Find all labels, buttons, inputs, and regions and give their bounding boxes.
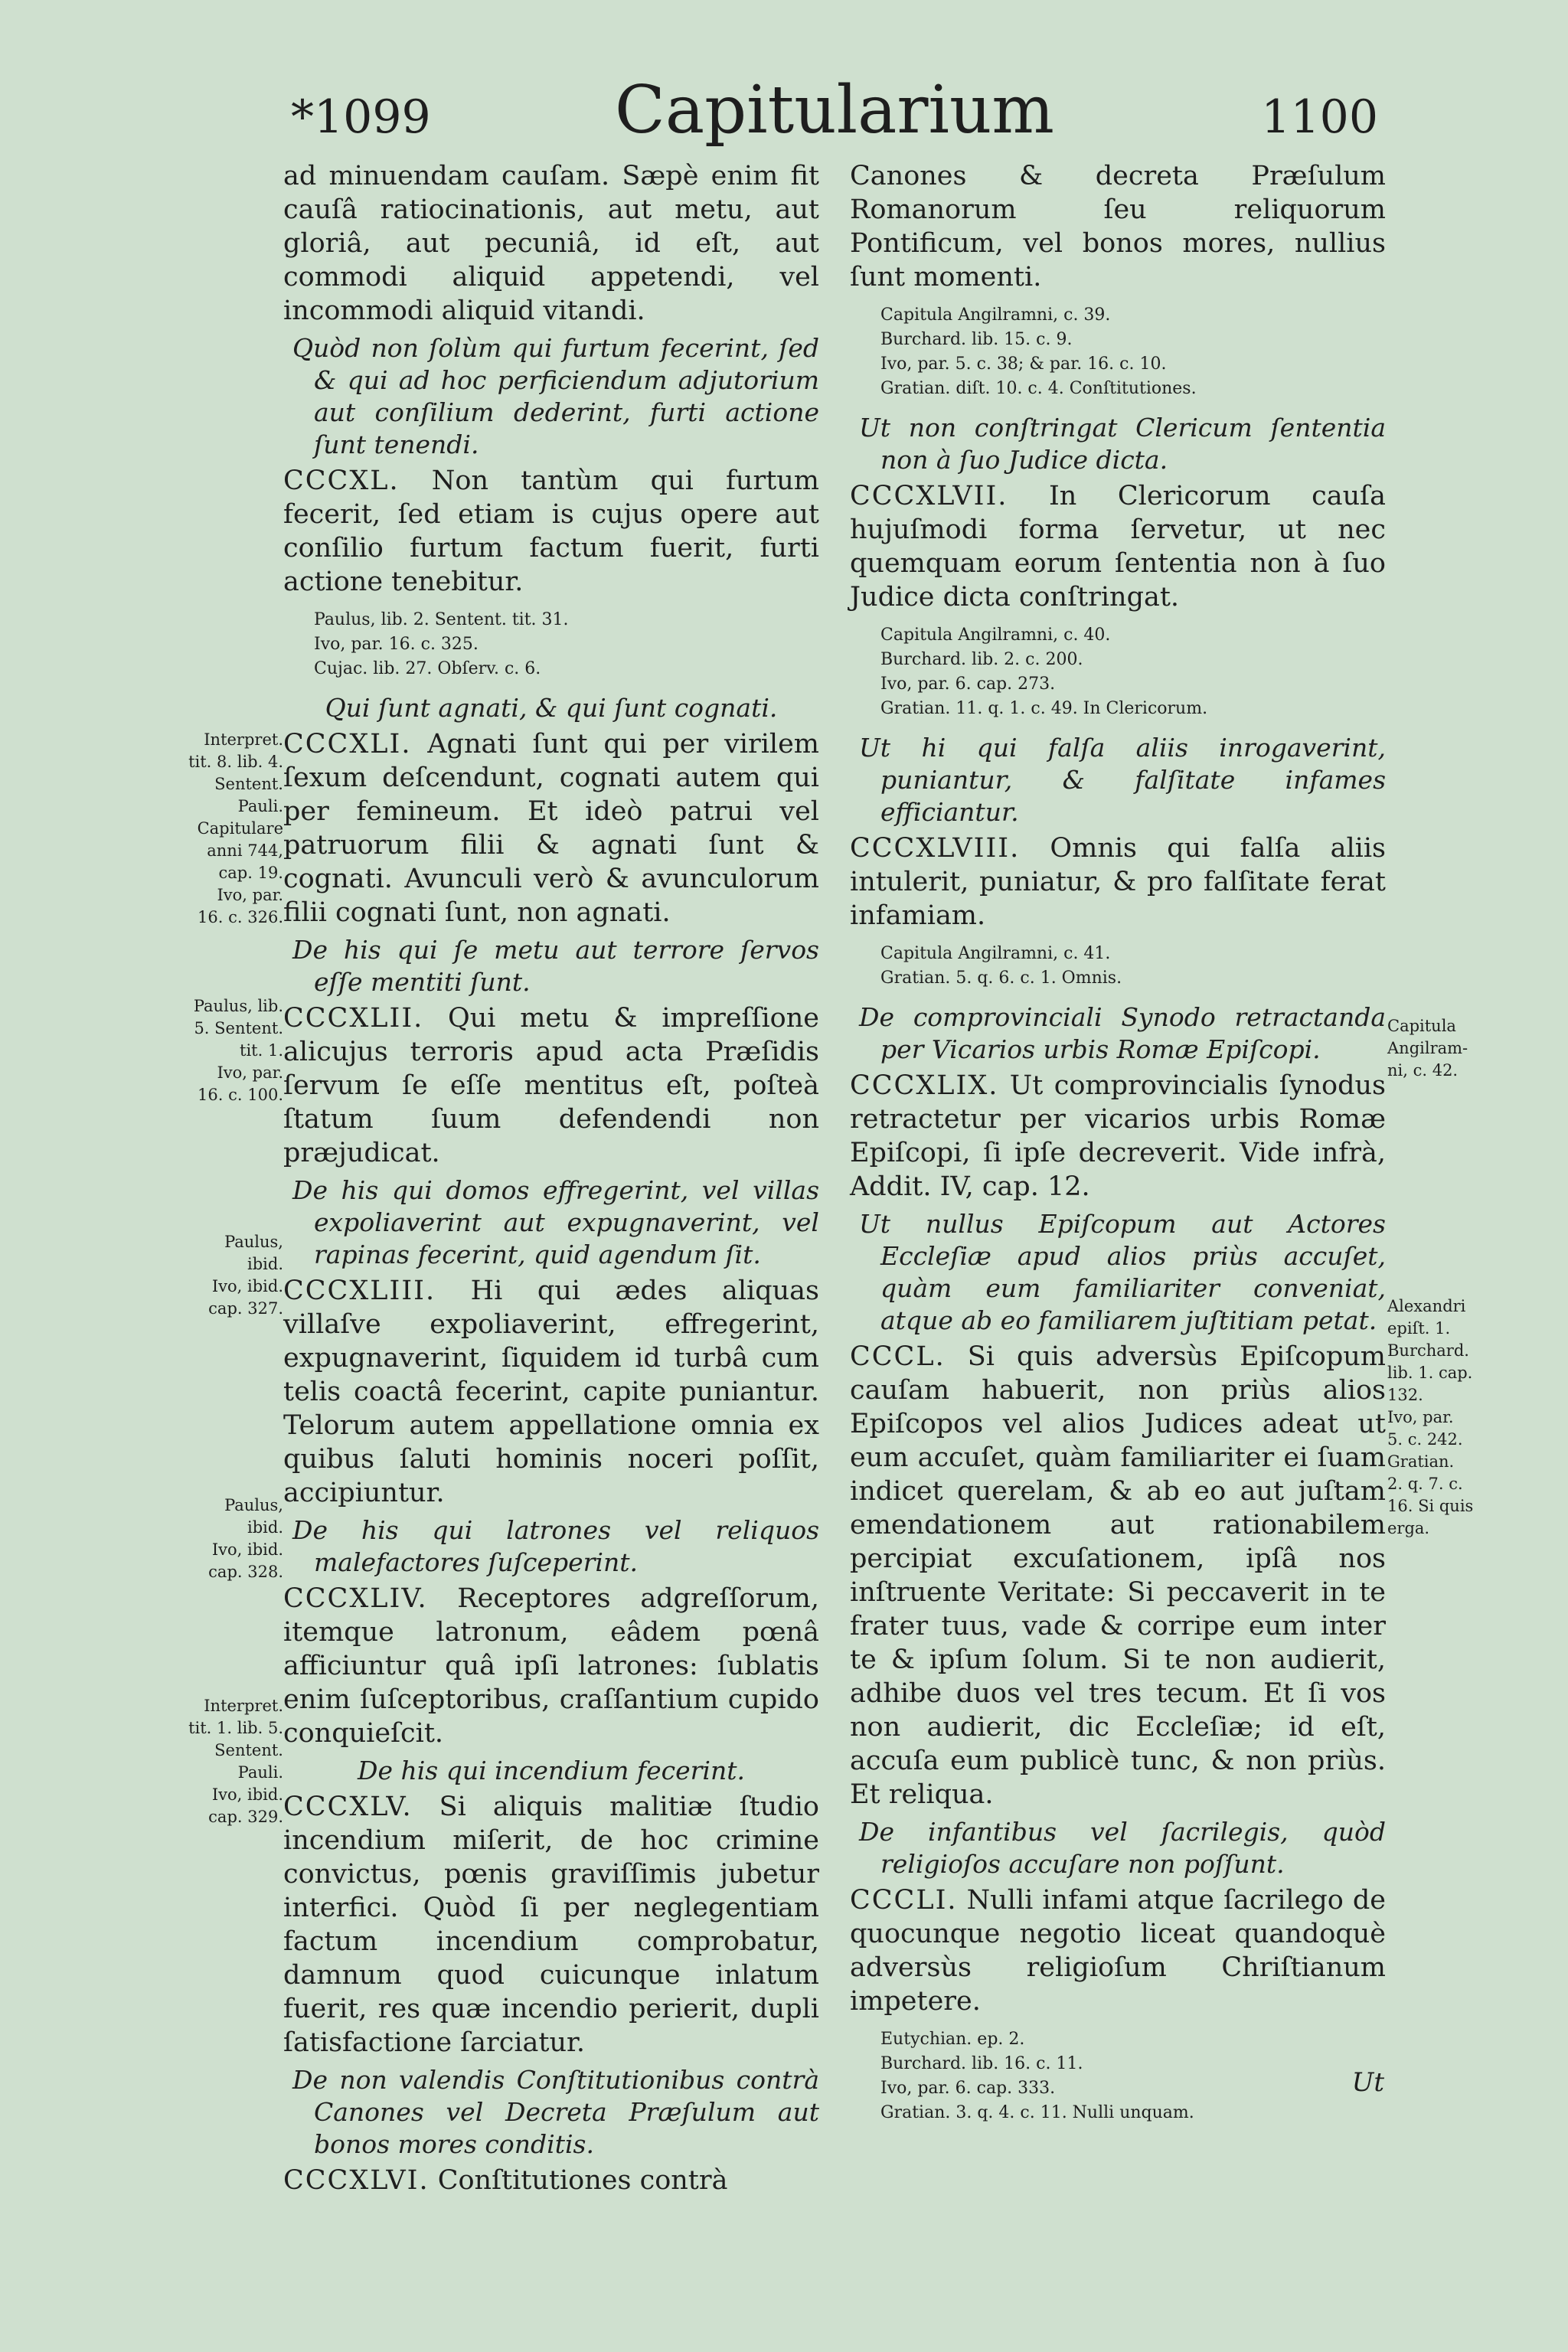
page-number-left: *1099 <box>291 90 431 144</box>
rubric-350: Ut nullus Epiſcopum aut Actores Eccleſiæ apud alios priùs accuſet, quàm eum familiariter conveniat, atque ab eo familiarem juſtitiam petat. <box>859 1209 1386 1335</box>
margin-line: Ivo, par. <box>217 886 283 904</box>
margin-line: ibid. <box>247 1255 283 1273</box>
margin-line: Sentent. <box>214 775 283 793</box>
chapter-number: CCCXLVIII. <box>850 833 1021 864</box>
catchword: Ut <box>1351 2067 1384 2098</box>
margin-line: Interpret. <box>204 1697 283 1715</box>
reference-line: Eutychian. ep. 2. <box>880 2030 1025 2049</box>
reference-line: Capitula Angilramni, c. 39. <box>880 305 1111 325</box>
chapter-number: CCCL. <box>850 1341 946 1372</box>
chapter-345 <box>283 1790 819 2060</box>
reference-line: Gratian. 11. q. 1. c. 49. In Clericorum. <box>880 699 1208 718</box>
margin-line: tit. 1. lib. 5. <box>188 1719 283 1737</box>
margin-line: Capitulare <box>197 819 283 838</box>
margin-note-342 <box>188 995 283 1106</box>
chapter-351 <box>850 1883 1386 2018</box>
rubric-344: De his qui latrones vel reliquos malefactores ſuſceperint. <box>292 1515 819 1577</box>
references-346 <box>880 303 1386 401</box>
references-351 <box>880 2027 1386 2125</box>
margin-line: 16. Si quis <box>1387 1497 1474 1515</box>
reference-line: Burchard. lib. 2. c. 200. <box>880 650 1083 669</box>
margin-line: 2. q. 7. c. <box>1387 1475 1463 1493</box>
margin-line: Ivo, ibid. <box>211 1277 283 1295</box>
margin-line: Ivo, par. <box>1387 1408 1454 1426</box>
chapter-346 <box>283 2164 819 2197</box>
chapter-348 <box>850 831 1386 933</box>
chapter-number: CCCXLI. <box>283 729 412 760</box>
chapter-340 <box>283 464 819 599</box>
references-347 <box>880 623 1386 721</box>
reference-line: Cujac. lib. 27. Obſerv. c. 6. <box>314 659 541 678</box>
continued-text: ad minuendam cauſam. Sæpè enim fit cauſâ ratiocinationis, aut metu, aut gloriâ, aut pecuniâ, id eſt, aut commodi aliquid appetendi, vel incommodi aliquid vitandi. <box>283 161 819 326</box>
rubric-343: De his qui domos effregerint, vel villas expoliaverint aut expugnaverint, vel rapinas fecerint, quid agendum ſit. <box>292 1175 819 1269</box>
margin-line: cap. 327. <box>208 1299 283 1318</box>
running-header <box>291 67 1378 152</box>
chapter-number: CCCXL. <box>283 466 400 496</box>
margin-line: Pauli. <box>237 1763 283 1782</box>
margin-note-344 <box>188 1494 283 1583</box>
margin-line: Burchard. <box>1387 1341 1469 1360</box>
chapter-text: Conſtitutiones contrà <box>429 2165 728 2196</box>
margin-note-343 <box>188 1231 283 1320</box>
margin-line: Gratian. <box>1387 1452 1455 1471</box>
rubric-346: De non valendis Conſtitutionibus contrà Canones vel Decreta Præſulum aut bonos mores conditis. <box>292 2065 819 2159</box>
rubric-347: Ut non conſtringat Clericum ſententia non à ſuo Judice dicta. <box>859 413 1386 475</box>
chapter-344 <box>283 1582 819 1750</box>
rubric-341: Qui ſunt agnati, & qui ſunt cognati. <box>325 693 778 723</box>
reference-line: Ivo, par. 6. cap. 333. <box>880 2079 1056 2098</box>
chapter-number: CCCXLVI. <box>283 2165 430 2196</box>
reference-line: Capitula Angilramni, c. 41. <box>880 944 1111 963</box>
margin-line: Pauli. <box>237 797 283 815</box>
margin-line: Sentent. <box>214 1741 283 1759</box>
chapter-number: CCCXLVII. <box>850 481 1008 511</box>
references-348 <box>880 942 1386 991</box>
margin-note-341 <box>188 729 283 929</box>
margin-line: 5. Sentent. <box>194 1019 283 1037</box>
margin-line: ibid. <box>247 1518 283 1537</box>
margin-line: Angilram- <box>1387 1039 1468 1057</box>
chapter-number: CCCXLIX. <box>850 1070 999 1101</box>
margin-line: Paulus, lib. <box>193 997 283 1015</box>
chapter-text: Qui metu & impreſſione alicujus terroris apud acta Præſidis ſervum ſe eſſe mentitus eſt, poſteà ſtatum ſuum defendendi non præjudicat. <box>283 1003 819 1168</box>
margin-line: Capitula <box>1387 1017 1456 1035</box>
reference-line: Paulus, lib. 2. Sentent. tit. 31. <box>314 610 569 629</box>
reference-line: Ivo, par. 16. c. 325. <box>314 635 479 654</box>
margin-line: Ivo, par. <box>217 1063 283 1082</box>
left-column <box>283 159 819 2197</box>
chapter-text: Agnati ſunt qui per virilem ſexum deſcendunt, cognati autem qui per femineum. Et ideò patrui vel patruorum filii & agnati ſunt & cognati. Avunculi verò & avunculorum filii cognati ſunt, non agnati. <box>283 729 819 928</box>
margin-line: ni, c. 42. <box>1387 1061 1459 1080</box>
margin-line: Ivo, ibid. <box>211 1785 283 1804</box>
margin-line: anni 744, <box>207 841 283 860</box>
chapter-342 <box>283 1001 819 1170</box>
rubric-348: Ut hi qui falſa aliis inrogaverint, puniantur, & falſitate infames efficiantur. <box>859 733 1386 827</box>
margin-line: 132. <box>1387 1386 1423 1404</box>
margin-line: lib. 1. cap. <box>1387 1364 1473 1382</box>
rubric-342: De his qui ſe metu aut terrore ſervos eſſe mentiti ſunt. <box>292 935 819 997</box>
margin-line: tit. 8. lib. 4. <box>188 753 283 771</box>
margin-line: cap. 328. <box>208 1563 283 1581</box>
reference-line: Burchard. lib. 16. c. 11. <box>880 2054 1083 2073</box>
chapter-text: Hi qui ædes aliquas villaſve expoliaverint, effregerint, expugnaverint, ſiquidem id turbâ cum telis coactâ fecerint, capite puniantur. Telorum autem appellatione omnia ex quibus ſaluti hominis noceri poſſit, accipiuntur. <box>283 1276 819 1508</box>
chapter-text: Si quis adversùs Epiſcopum cauſam habuerit, non priùs alios Epiſcopos vel alios Judices adeat ut eum accuſet, quàm familiariter ei ſuam indicet querelam, & ab eo aut juſtam emendationem aut rationabilem percipiat excuſationem, ipſâ nos inſtruente Veritate: Si peccaverit in te frater tuus, vade & corripe eum inter te & ipſum ſolum. Si te non audierit, adhibe duos vel tres tecum. Et ſi vos non audierit, dic Eccleſiæ; id eſt, accuſa eum publicè tunc, & non priùs. Et reliqua. <box>850 1341 1386 1810</box>
margin-line: Interpret. <box>204 730 283 749</box>
margin-line: 16. c. 326. <box>198 908 283 926</box>
margin-line: Alexandri <box>1387 1297 1466 1315</box>
chapter-text: Ut comprovincialis ſynodus retractetur per vicarios urbis Romæ Epiſcopi, ſi ipſe decreverit. Vide infrà, Addit. IV, cap. 12. <box>850 1070 1386 1202</box>
chapter-349 <box>850 1069 1386 1204</box>
chapter-number: CCCXLIII. <box>283 1276 436 1306</box>
margin-note-345 <box>188 1695 283 1828</box>
rubric-340: Quòd non ſolùm qui furtum fecerint, ſed & qui ad hoc perficiendum adjutorium aut conſilium dederint, furti actione ſunt tenendi. <box>292 333 819 459</box>
page-number-right: 1100 <box>1261 90 1378 144</box>
reference-line: Ivo, par. 6. cap. 273. <box>880 675 1056 694</box>
margin-line: 16. c. 100. <box>198 1086 283 1104</box>
reference-line: Burchard. lib. 15. c. 9. <box>880 330 1073 349</box>
margin-line: epiſt. 1. <box>1387 1319 1451 1338</box>
chapter-text: Nulli infami atque ſacrilego de quocunque negotio liceat quandoquè adversùs religioſum Chriſtianum impetere. <box>850 1885 1386 2017</box>
margin-line: erga. <box>1387 1519 1430 1537</box>
reference-line: Ivo, par. 5. c. 38; & par. 16. c. 10. <box>880 354 1167 374</box>
chapter-343 <box>283 1274 819 1510</box>
margin-line: Paulus, <box>224 1233 283 1251</box>
chapter-341 <box>283 727 819 929</box>
chapter-number: CCCXLII. <box>283 1003 424 1034</box>
margin-line: Ivo, ibid. <box>211 1540 283 1559</box>
reference-line: Gratian. 3. q. 4. c. 11. Nulli unquam. <box>880 2103 1194 2122</box>
margin-line: cap. 19. <box>218 864 283 882</box>
chapter-347 <box>850 479 1386 614</box>
margin-line: tit. 1. <box>240 1041 283 1060</box>
margin-line: cap. 329. <box>208 1808 283 1826</box>
reference-line: Gratian. 5. q. 6. c. 1. Omnis. <box>880 969 1122 988</box>
rubric-349: De comprovinciali Synodo retractanda per Vicarios urbis Romæ Epiſcopi. <box>859 1002 1386 1064</box>
margin-line: 5. c. 242. <box>1387 1430 1463 1449</box>
chapter-350 <box>850 1340 1386 1811</box>
reference-line: Capitula Angilramni, c. 40. <box>880 626 1111 645</box>
reference-line: Gratian. diſt. 10. c. 4. Conſtitutiones. <box>880 379 1197 398</box>
references-340 <box>314 608 819 681</box>
chapter-text: In Clericorum cauſa hujuſmodi forma ſervetur, ut nec quemquam eorum ſententia non à ſuo Judice dicta conſtringat. <box>850 481 1386 612</box>
page-title: Capitularium <box>615 72 1054 149</box>
margin-note-349 <box>1387 1015 1510 1082</box>
margin-line: Paulus, <box>224 1496 283 1514</box>
chapter-text: Receptores adgreſſorum, itemque latronum, eâdem pœnâ afficiuntur quâ ipſi latrones: ſublatis enim ſuſceptoribus, craſſantium cupido conquieſcit. <box>283 1583 819 1749</box>
chapter-number: CCCXLIV. <box>283 1583 428 1614</box>
rubric-351: De infantibus vel ſacrilegis, quòd religioſos accuſare non poſſunt. <box>859 1817 1386 1879</box>
chapter-text: Si aliquis malitiæ ſtudio incendium miſerit, de hoc crimine convictus, pœnis graviſſimis jubetur interfici. Quòd ſi per neglegentiam factum incendium comprobatur, damnum quod cuicunque inlatum fuerit, res quæ incendio perierit, dupli ſatisfactione ſarciatur. <box>283 1792 819 2058</box>
right-column <box>850 159 1386 2136</box>
continued-text: Canones & decreta Præſulum Romanorum ſeu reliquorum Pontificum, vel bonos mores, nullius ſunt momenti. <box>850 161 1386 292</box>
chapter-number: CCCLI. <box>850 1885 958 1916</box>
rubric-345: De his qui incendium fecerint. <box>357 1756 745 1785</box>
chapter-text: Omnis qui falſa aliis intulerit, puniatur, & pro falſitate ferat infamiam. <box>850 833 1386 931</box>
chapter-number: CCCXLV. <box>283 1792 413 1822</box>
chapter-text: Non tantùm qui furtum fecerit, ſed etiam is cujus opere aut conſilio furtum factum fuerit, furti actione tenebitur. <box>283 466 819 597</box>
margin-note-350 <box>1387 1295 1510 1540</box>
